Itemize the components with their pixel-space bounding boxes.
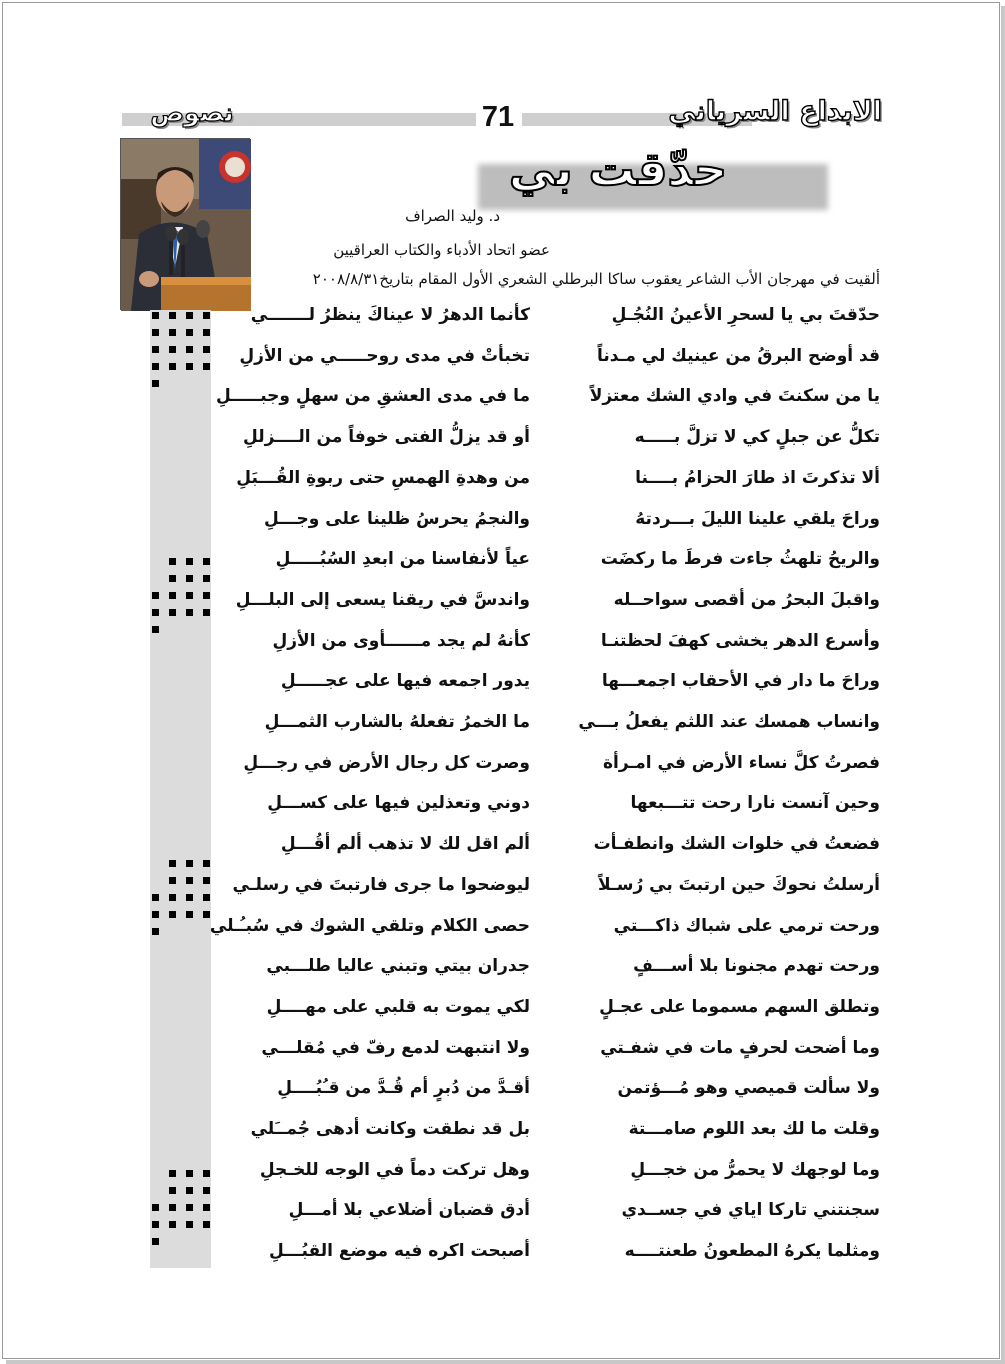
verse-line [230,337,880,375]
section-title: نصوص [150,98,234,127]
decorative-dot [169,575,176,582]
decorative-dot [152,1221,159,1228]
decorative-dot [152,1204,159,1211]
author-affiliation: عضو اتحاد الأدباء والكتاب العراقيين [333,241,550,259]
verse-first-hemistich: وقلت ما لك بعد اللوم صامـــتة [628,1119,880,1139]
author-name: د. وليد الصراف [405,207,500,225]
decorative-dot [169,894,176,901]
verse-first-hemistich: وراحَ ما دار في الأحقاب اجمعـــها [601,671,880,692]
decorative-dot [186,346,193,353]
decorative-dot [152,329,159,336]
verse-line [230,1191,880,1229]
decorative-dot [203,911,210,918]
decorative-dot [169,592,176,599]
decorative-dot [203,1187,210,1194]
verse-line [230,1232,880,1270]
verse-second-hemistich: يدور اجمعه فيها على عجـــــلِ [280,671,530,692]
verse-first-hemistich: ولا سألت قميصي وهو مُـــؤتمن [617,1078,880,1099]
verse-line [215,377,880,415]
verse-line [230,540,880,578]
verse-second-hemistich: وصرت كل رجال الأرض في رجـــلِ [243,752,530,773]
verse-second-hemistich: لكي يموت به قلبي على مهــــلِ [266,996,530,1017]
verse-second-hemistich: ولا انتبهت لدمع رفّ في مُقلـــي [261,1037,530,1058]
decorative-dot [186,1170,193,1177]
verse-line [230,500,880,538]
decorative-dot [186,575,193,582]
decorative-dot [203,894,210,901]
decorative-dot [203,1221,210,1228]
verse-second-hemistich: عياً لأنفاسنا من ابعدِ السُبُـــــلِ [275,549,530,570]
verse-first-hemistich: ورحت تهدم مجنونا بلا أســـفٍ [633,956,880,977]
verse-line [230,825,880,863]
decorative-dot [152,346,159,353]
decorative-dot [203,329,210,336]
decorative-dot-pattern [150,310,211,1268]
decorative-dot [152,592,159,599]
verse-first-hemistich: وما لوجهك لا يحمرُّ من خجـــلِ [630,1159,880,1180]
verse-line [230,1029,880,1067]
verse-line [230,744,880,782]
decorative-dot [186,312,193,319]
decorative-dot [169,558,176,565]
decorative-dot [186,363,193,370]
verse-second-hemistich: دوني وتعذلين فيها على كســـلِ [267,793,530,814]
verse-line [230,622,880,660]
decorative-dot [186,1187,193,1194]
verse-first-hemistich: سجنتني تاركا اياي في جســدي [621,1200,880,1221]
decorative-dot [186,911,193,918]
verse-second-hemistich: من وهدةِ الهمسِ حتى ربوةِ القُـــبَلِ [236,467,530,488]
verse-line [230,418,880,456]
decorative-dot [169,877,176,884]
verse-second-hemistich: ما في مدى العشقِ من سهلٍ وجبـــــلِ [215,386,530,407]
decorative-dot [152,1238,159,1245]
verse-first-hemistich: ومثلما يكرهُ المطعونُ طعنتــــه [624,1241,880,1262]
decorative-dot [203,860,210,867]
verse-first-hemistich: حدّقتَ بي يا لسحرِ الأعينُ النُجُـلِ [611,305,880,325]
decorative-dot [203,558,210,565]
decorative-dot [186,329,193,336]
verse-line [230,581,880,619]
magazine-name: الابداع السرياني [668,96,882,127]
decorative-dot [169,1187,176,1194]
intro-note: ألقيت في مهرجان الأب الشاعر يعقوب ساكا البرطلي الشعري الأول المقام بتاريخ٢٠٠٨/٨/٣١ [312,270,880,288]
decorative-dot [169,1204,176,1211]
decorative-dot [203,1170,210,1177]
verse-second-hemistich: ألم اقل لك لا تذهب ألم أقُـــلِ [280,834,530,855]
decorative-dot [152,911,159,918]
verse-first-hemistich: أرسلتُ نحوكَ حين ارتبتَ بي رُسـلاً [598,874,880,895]
decorative-dot [169,609,176,616]
decorative-dot [186,609,193,616]
verse-second-hemistich: ما الخمرُ تفعلهُ بالشارب الثمـــلِ [264,712,530,732]
decorative-dot [203,575,210,582]
verse-second-hemistich: جدران بيتي وتبني عاليا طلـــبي [266,956,530,977]
verse-line [230,703,880,741]
decorative-dot [186,1204,193,1211]
verse-first-hemistich: تكلُّ عن جبلٍ كي لا تزلَّ بـــــه [634,427,880,448]
verse-second-hemistich: أدق قضبان أضلاعي بلا أمـــلِ [288,1200,530,1221]
verse-line [230,1151,880,1189]
decorative-dot [152,609,159,616]
verse-line [230,784,880,822]
verse-first-hemistich: فصرتُ كلَّ نساء الأرض في امـرأة [602,752,880,773]
decorative-dot [186,860,193,867]
decorative-dot [203,312,210,319]
decorative-dot [203,1204,210,1211]
decorative-dot [169,312,176,319]
verse-first-hemistich: يا من سكنتَ في وادي الشك معتزلاً [589,386,880,407]
verse-second-hemistich: أصبحت اكره فيه موضع القبُـــلِ [268,1241,530,1262]
decorative-dot [152,626,159,633]
decorative-dot [203,346,210,353]
verse-line [209,907,880,945]
decorative-dot [169,911,176,918]
decorative-dot [186,558,193,565]
verse-second-hemistich: واندسَّ في ريقنا يسعى إلى البلـــلِ [235,589,530,610]
decorative-dot [169,860,176,867]
verse-line [230,662,880,700]
author-photo [120,138,250,310]
decorative-dot [203,877,210,884]
page-number: 71 [481,101,515,133]
decorative-dot [186,1221,193,1228]
decorative-dot [203,609,210,616]
verse-second-hemistich: ليوضحوا ما جرى فارتبتَ في رسلـي [232,874,530,895]
verse-line [230,459,880,497]
poem-title: حدّقت بي [508,142,728,196]
verse-line [230,947,880,985]
verse-first-hemistich: قد أوضح البرقُ من عينيك لي مـدناً [596,345,880,366]
decorative-dot [169,329,176,336]
decorative-dot [152,380,159,387]
verse-line [230,1069,880,1107]
decorative-dot [186,877,193,884]
decorative-dot [152,894,159,901]
verse-line [230,988,880,1026]
decorative-dot [169,363,176,370]
verse-first-hemistich: ألا تذكرتَ اذ طارَ الحزامُ بــــنا [635,467,880,488]
verse-second-hemistich: حصى الكلام وتلقي الشوك في سُبـُـلي [209,915,530,936]
verse-second-hemistich: وهل تركت دماً في الوجه للخـجلِ [259,1159,530,1180]
verse-second-hemistich: كأنهُ لم يجد مــــــأوى من الأزلِ [272,630,530,651]
verse-line [230,866,880,904]
decorative-dot [169,1170,176,1177]
decorative-dot [169,1221,176,1228]
verse-first-hemistich: وأسرع الدهر يخشى كهفَ لحظتنـا [600,630,880,651]
verse-line [230,1110,880,1148]
verse-first-hemistich: فضعتُ في خلوات الشك وانطفـأت [593,834,880,855]
verse-first-hemistich: والريحُ تلهثُ جاءت فرطَ ما ركضَت [600,549,880,570]
decorative-dot [152,312,159,319]
decorative-dot [203,363,210,370]
verse-first-hemistich: وحين آنست نارا رحت تتـــبعها [630,793,880,814]
decorative-dot [186,592,193,599]
verse-second-hemistich: والنجمُ يحرسُ ظلينا على وجـــلِ [263,508,530,529]
verse-first-hemistich: وانساب همسك عند اللثم يفعلُ بـــي [578,712,880,732]
verse-first-hemistich: واقبلَ البحرُ من أقصى سواحــله [613,589,880,610]
verse-first-hemistich: وتطلق السهم مسموما على عجـلٍ [599,996,880,1017]
decorative-dot [203,592,210,599]
verse-second-hemistich: تخبأتْ في مدى روحـــــي من الأزلِ [239,345,530,366]
decorative-dot [152,363,159,370]
poem-body [209,296,880,1266]
verse-first-hemistich: وما أضحت لحرفٍ مات في شفـتي [600,1037,880,1058]
verse-second-hemistich: أو قد يزلُّ الفتى خوفاً من الــــزللِ [243,427,530,448]
decorative-dot [169,346,176,353]
verse-first-hemistich: وراحَ يلقي علينا الليلَ بـــردتهُ [635,508,880,529]
verse-line [230,296,880,334]
verse-first-hemistich: ورحت ترمي على شباك ذاكـــتي [613,915,880,936]
verse-second-hemistich: أقـدَّ من دُبرٍ أم قُـدَّ من قـُبُــــلِ [277,1078,530,1099]
decorative-dot [186,894,193,901]
decorative-dot [152,928,159,935]
verse-second-hemistich: بل قد نطقت وكانت أدهى جُمــَلي [250,1119,530,1139]
verse-second-hemistich: كأنما الدهرُ لا عيناكَ ينظرُ لـــــــي [250,305,530,325]
